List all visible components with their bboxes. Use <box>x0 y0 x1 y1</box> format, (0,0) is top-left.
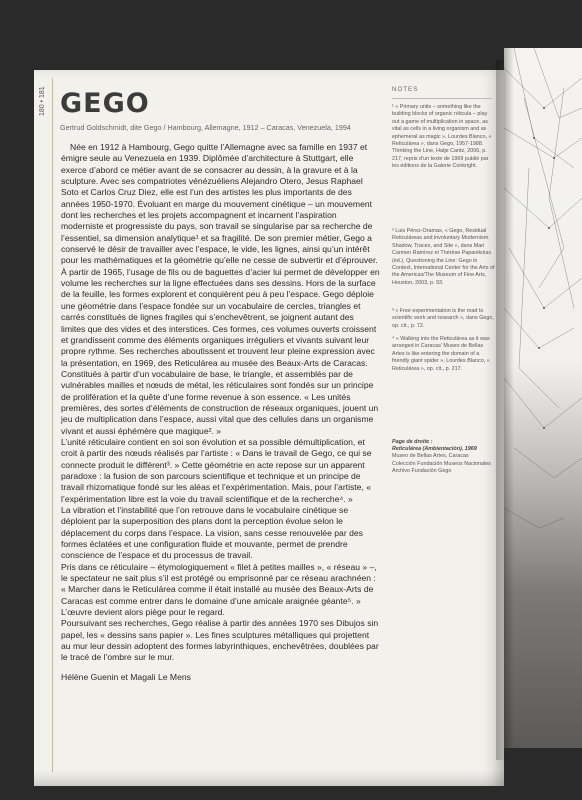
footnote-1: ¹ « Primary units – something like the building blocks of organic réticula – play out a game of multiplication in space, as vital as cells in a living organism and as ephemeral as magic », Lourdes Blanco, « Reticulárea », dans Gego, 1957-1988. Thinking the Line, Hatje Cantz, 2006, p. 217, repris d’un texte de 1969 publié par les éditions de la Galerie Conkright. <box>392 104 492 170</box>
reticularea-wire-mesh <box>504 48 582 748</box>
caption-title: Reticulárea (Ambientación), 1969 <box>392 446 477 453</box>
page-bottom-shadow <box>34 770 504 786</box>
signature: Hélène Guenin et Magali Le Mens <box>61 671 191 682</box>
caption-heading: Page de droite : <box>392 439 433 445</box>
article-title: GEGO <box>60 88 150 119</box>
footnote-4: ⁴ « Walking into the Reticulárea as it was arranged in Caracas’ Museo de Bellas Artes is like entering the domain of a friendly giant spider », Lourdes Blanco, « Reticulárea », op. cit., p. 217. <box>392 336 490 372</box>
page-number: 180 • 181 <box>39 86 46 116</box>
margin-rule <box>52 78 53 772</box>
paragraph: Poursuivant ses recherches, Gego réalise à partir des années 1970 ses Dibujos sin papel, les « dessins sans papier ». Les fines sculptures métalliques qui projettent au mur leur dessin adoptent des formes labyrinthiques, enchevêtrées, doublées par le tracé de l’ombre sur le mur. <box>61 618 379 663</box>
caption-line: Colección Fundación Museos Nacionales <box>392 460 491 467</box>
caption-line: Museo de Bellas Artes, Caracas <box>392 453 469 460</box>
paragraph: La vibration et l’instabilité que l’on retrouve dans le vocabulaire cinétique se déploient par la superposition des plans dont la perception évolue selon le déplacement du corps dans l’espace. La vision, sans cesse renouvelée par des formes éclatées et une configuration fluide et mouvante, permet de prendre conscience de l’espace et du processus de travail. <box>61 505 363 561</box>
paragraph: Constitués à partir d’un vocabulaire de base, le triangle, et assemblés par de vulnérables mailles et nœuds de métal, les réticulaires sont fondés sur un principe de prolifération et la quête d’une forme revenue à son essence. « Les unités premières, des sortes d’éléments de construction de réseaux organiques, jouent un jeu de multiplication dans l’espace, aussi vital que des cellules dans un organisme vivant et aussi éphémère que magique². » <box>61 368 379 436</box>
notes-heading: NOTES <box>392 86 419 93</box>
notes-divider <box>392 98 492 99</box>
footnote-3: ³ « Free experimentation is the road to scientific work and research », dans Gego, op. cit., p. 72. <box>392 308 494 329</box>
caption-line: Archivo Fundación Gego <box>392 467 452 474</box>
paragraph: L’unité réticulaire contient en soi son évolution et sa possible démultiplication, et croit à partir des nœuds réalisés par l’artiste : « Dans le travail de Gego, ce qui se connecte produit le différent³. » Cette géométrie en acte repose sur un apparent paradoxe : la fusion de son parcours scientifique et technique et un principe de travail rhizomatique fondé sur les aléas et l’expérimentation. Mais, pour l’artiste, « l’expérimentation libre est la voie du travail scientifique et de la recherche⁴. » <box>61 436 372 504</box>
article-body <box>61 142 380 683</box>
paragraph: Pris dans ce réticulaire – étymologiquement « filet à petites mailles », « réseau » –, le spectateur ne sait plus s’il est protégé ou emprisonné par ce réseau arachnéen : « Marcher dans le Reticulárea comme il était installé au musée des Beaux-Arts de Caracas est comme entrer dans le domaine d’une amicale araignée géante⁵. » L’œuvre devient alors piège pour le regard. <box>61 561 377 618</box>
article-subtitle: Gertrud Goldschmidt, dite Gego / Hambourg, Allemagne, 1912 – Caracas, Venezuela, 1994 <box>60 123 351 132</box>
photo-caption <box>392 439 496 475</box>
footnote-2: ² Luis Pérez-Oramas, « Gego, Residual Reticuláreas and involuntary Modernism. Shadow, Traces, and Site », dans Mari Carmen Ramírez et Thérèse Papanikolas (éd.), Questioning the Line: Gego in Context, International Center for the Arts of the Americas/The Museum of Fine Arts, Houston, 2003, p. 93. <box>392 228 495 286</box>
paragraph: Née en 1912 à Hambourg, Gego quitte l’Allemagne avec sa famille en 1937 et émigre seule au Venezuela en 1939. Diplômée d’architecture à Stuttgart, elle exerce d’abord ce métier avant de se consacrer au dessin, à la gravure et à la sculpture. Avec ses compatriotes vénézuéliens Alejandro Otero, Jesus Raphael Soto et Carlos Cruz Diez, elle est l’un des artistes les plus importants de des années 1950-1970. Évoluant en marge du mouvement cinétique – un mouvement dont les recherches et les projets accompagnent et incarnent l’aspiration moderniste et progressiste du pays, son travail se singularise par sa recherche de l’essentiel, sa dimension analytique¹ et sa fragilité. De son premier métier, Gego a conservé le désir de travailler avec l’espace, le vide, les lignes, ainsi qu’un intérêt pour les mathématiques et la géométrie qu’elle ne cesse de subvertir et d’éprouver. À partir de 1965, l’usage de fils ou de baguettes d’acier lui permet de développer en volume les recherches sur la ligne effectuées dans ses dessins. Hors de la surface de la feuille, les formes explorent et conquièrent peu à peu l’espace. Gego déploie une géométrie dans l’espace fondée sur un vocabulaire de cercles, triangles et carrés constitués de lignes fragiles qui s’enchevêtrent, se joignent autant des limites que des vides et des interstices. Ces formes, ces volumes ouverts croissent et grandissent comme des éléments organiques irréguliers et vivants suivant leur propre rythme. Ses recherches aboutissent et trouvent leur pleine expression avec la présentation, en 1969, des Reticulárea au musée des Beaux-Arts de Caracas. <box>61 142 380 368</box>
right-page-photo <box>504 48 582 748</box>
gutter-shadow-left <box>496 60 506 760</box>
